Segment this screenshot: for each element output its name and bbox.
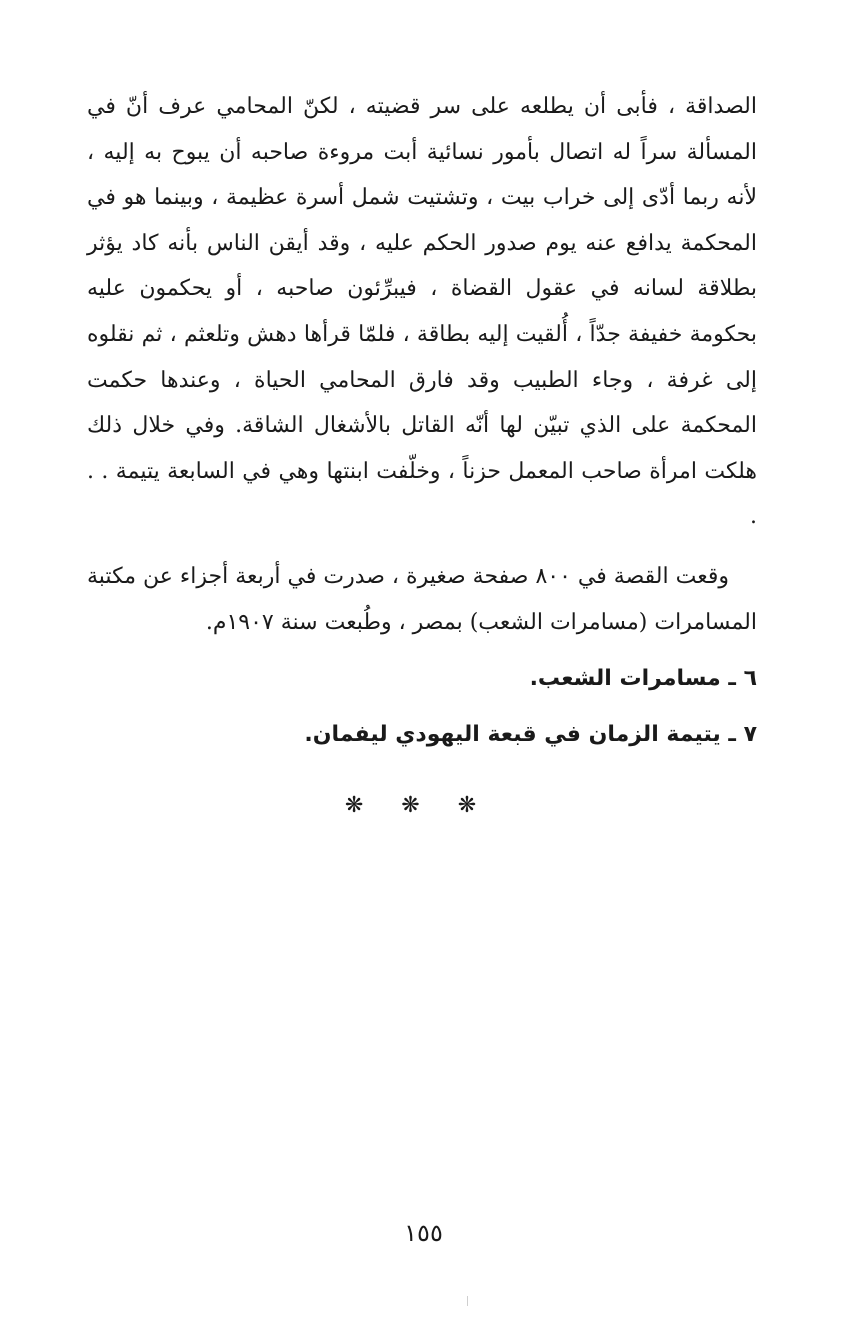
paragraph-continuation: الصداقة ، فأبى أن يطلعه على سر قضيته ، لكنّ المحامي عرف أنّ في المسألة سراً له اتصال بأمور نسائية أبت مروءة صاحبه أن يبوح به إليه ، لأنه ربما أدّى إلى خراب بيت ، وتشتيت شمل أسرة عظيمة ، وبينما هو في المحكمة يدافع عنه يوم صدور الحكم عليه ، وقد أيقن الناس بأنه كاد يؤثر بطلاقة لسانه في عقول القضاة ، فيبرِّئون صاحبه ، أو يحكمون عليه بحكومة خفيفة جدّاً ، أُلقيت إليه بطاقة ، فلمّا قرأها دهش وتلعثم ، ثم نقلوه إلى غرفة ، وجاء الطبيب وقد فارق المحامي الحياة ، وعندها حكمت المحكمة على الذي تبيّن لها أنّه القاتل بالأشغال الشاقة. وفي خلال ذلك هلكت امرأة صاحب المعمل حزناً ، وخلّفت ابنتها وهي في السابعة يتيمة . . . [87,94,757,530]
asterisk-icon: ❋ [401,793,446,818]
section-separator [0,793,847,818]
body-text [87,84,757,763]
numbered-heading-7: ٧ ـ يتيمة الزمان في قبعة اليهودي ليفمان. [304,722,757,748]
asterisk-icon: ❋ [457,793,503,818]
paragraph-publication-info: وقعت القصة في ٨٠٠ صفحة صغيرة ، صدرت في أربعة أجزاء عن مكتبة المسامرات (مسامرات الشعب) بمصر ، وطُبعت سنة ١٩٠٧م. [87,563,757,635]
scan-artifact [467,1296,468,1306]
page-number: ١٥٥ [404,1219,443,1247]
numbered-heading-6: ٦ ـ مسامرات الشعب. [529,666,757,692]
asterisk-icon: ❋ [344,793,390,818]
